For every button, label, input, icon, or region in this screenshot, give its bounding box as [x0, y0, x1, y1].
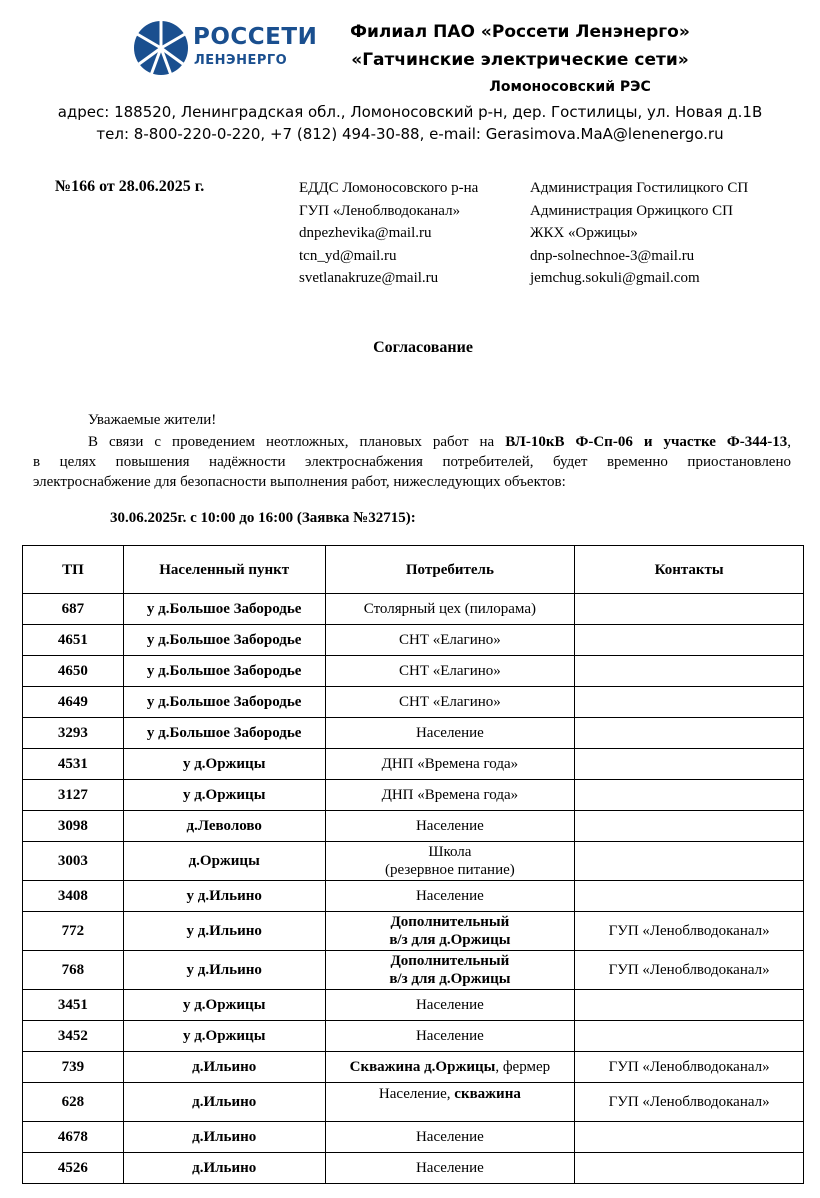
table-row [23, 687, 804, 718]
cell-tp [23, 687, 124, 718]
table-row [23, 1021, 804, 1052]
header-network: «Гатчинские электрические сети» [351, 50, 689, 70]
place-name: у д.Большое Забородье [146, 725, 302, 741]
cell-consumer [325, 625, 575, 656]
recipient: Администрация Гостилицкого СП [530, 180, 749, 196]
cell-tp [23, 990, 124, 1021]
cell-contact [575, 687, 804, 718]
body-paragraph [33, 432, 791, 492]
cell-consumer [325, 1153, 575, 1184]
outage-table [22, 545, 804, 1184]
cell-contact [575, 951, 804, 990]
consumer-name: Дополнительный [390, 914, 510, 930]
consumer-name: Население [415, 818, 484, 834]
cell-consumer [325, 811, 575, 842]
schedule: 30.06.2025г. с 10:00 до 16:00 (Заявка №32715): [110, 510, 416, 526]
tp-number: 4649 [57, 694, 88, 710]
tp-number: 739 [61, 1059, 85, 1075]
contact-name: ГУП «Леноблводоканал» [608, 1059, 770, 1075]
tp-number: 4526 [57, 1160, 88, 1176]
para-start: В связи с проведением неотложных, плановых работ на [88, 434, 506, 450]
recipient: ЕДДС Ломоносовского р-на [299, 180, 479, 196]
cell-place [123, 594, 325, 625]
cell-contact [575, 1021, 804, 1052]
cell-tp [23, 1153, 124, 1184]
cell-consumer [325, 656, 575, 687]
cell-place [123, 811, 325, 842]
cell-place [123, 749, 325, 780]
header-res: Ломоносовский РЭС [489, 79, 651, 95]
consumer-detail: (резервное питание) [384, 862, 515, 878]
cell-tp [23, 881, 124, 912]
cell-tp [23, 842, 124, 881]
consumer-name: Столярный цех (пилорама) [363, 601, 536, 617]
consumer-detail: в/з для д.Оржицы [389, 971, 511, 987]
tp-number: 3408 [57, 888, 88, 904]
table-row [23, 1083, 804, 1122]
cell-consumer [325, 780, 575, 811]
consumer-detail: в/з для д.Оржицы [389, 932, 511, 948]
table-row [23, 842, 804, 881]
cell-contact [575, 1122, 804, 1153]
tp-number: 4650 [57, 663, 88, 679]
cell-consumer [325, 1122, 575, 1153]
cell-tp [23, 912, 124, 951]
cell-place [123, 687, 325, 718]
cell-contact [575, 625, 804, 656]
consumer-name: Дополнительный [390, 953, 510, 969]
header-contacts: Контакты [575, 546, 804, 594]
table-row [23, 951, 804, 990]
tp-number: 3098 [57, 818, 88, 834]
consumer-name: СНТ «Елагино» [399, 694, 501, 710]
recipient-email: dnpezhevika@mail.ru [299, 225, 432, 241]
place-name: у д.Большое Забородье [146, 663, 302, 679]
header-tp: ТП [23, 546, 124, 594]
cell-tp [23, 1122, 124, 1153]
cell-consumer [325, 842, 575, 881]
recipients-right [530, 177, 748, 290]
place-name: у д.Ильино [186, 888, 262, 904]
place-name: у д.Большое Забородье [146, 601, 302, 617]
place-name: у д.Оржицы [182, 1028, 266, 1044]
tp-number: 3452 [57, 1028, 88, 1044]
cell-contact [575, 1153, 804, 1184]
cell-consumer [325, 687, 575, 718]
cell-consumer [325, 594, 575, 625]
cell-consumer [325, 749, 575, 780]
cell-contact [575, 912, 804, 951]
cell-tp [23, 1021, 124, 1052]
table-row [23, 656, 804, 687]
place-name: у д.Ильино [186, 962, 262, 978]
place-name: у д.Ильино [186, 923, 262, 939]
contact-name: ГУП «Леноблводоканал» [608, 923, 770, 939]
header-address: адрес: 188520, Ленинградская обл., Ломоносовский р-н, дер. Гостилицы, ул. Новая д.1В [57, 103, 763, 121]
cell-consumer [325, 951, 575, 990]
tp-number: 4651 [57, 632, 88, 648]
table-row [23, 749, 804, 780]
cell-consumer [325, 718, 575, 749]
cell-contact [575, 656, 804, 687]
greeting: Уважаемые жители! [88, 412, 217, 428]
tp-number: 768 [61, 962, 85, 978]
cell-tp [23, 811, 124, 842]
table-row [23, 881, 804, 912]
cell-place [123, 1122, 325, 1153]
table-row [23, 780, 804, 811]
place-name: д.Ильино [192, 1129, 257, 1145]
cell-place [123, 912, 325, 951]
consumer-name: ДНП «Времена года» [381, 756, 519, 772]
cell-tp [23, 1052, 124, 1083]
letter-number: №166 от 28.06.2025 г. [55, 178, 205, 195]
tp-number: 4531 [57, 756, 88, 772]
cell-place [123, 1021, 325, 1052]
place-name: у д.Оржицы [182, 997, 266, 1013]
place-name: д.Ильино [192, 1059, 257, 1075]
recipient: Администрация Оржицкого СП [530, 202, 733, 219]
consumer-name: Население [415, 997, 484, 1013]
tp-number: 3127 [57, 787, 88, 803]
recipient-email: dnp-solnechnoe-3@mail.ru [530, 247, 695, 264]
consumer-name: Население [415, 1160, 484, 1176]
cell-place [123, 1153, 325, 1184]
para-line-name: ВЛ-10кВ Ф-Сп-06 и участке Ф-344-13 [505, 434, 788, 450]
consumer-name: Население [415, 1028, 484, 1044]
cell-tp [23, 1083, 124, 1122]
table-header-row [23, 546, 804, 594]
place-name: у д.Большое Забородье [146, 694, 302, 710]
place-name: д.Оржицы [188, 853, 260, 869]
header-branch: Филиал ПАО «Россети Ленэнерго» [350, 22, 690, 42]
cell-place [123, 842, 325, 881]
place-name: д.Ильино [192, 1094, 257, 1110]
logo-name-line2: ЛЕНЭНЕРГО [194, 53, 288, 68]
place-name: у д.Большое Забородье [146, 632, 302, 648]
recipient-email: svetlanakruze@mail.ru [299, 270, 439, 286]
consumer-name: Население [415, 888, 484, 904]
document-title: Согласование [373, 339, 473, 356]
table-row [23, 1122, 804, 1153]
cell-tp [23, 656, 124, 687]
cell-place [123, 1083, 325, 1122]
header-contacts: тел: 8-800-220-0-220, +7 (812) 494-30-88, e-mail: Gerasimova.MaA@lenenergo.ru [96, 125, 724, 143]
cell-tp [23, 749, 124, 780]
cell-consumer [325, 1083, 575, 1122]
consumer-name: Население [415, 1129, 484, 1145]
tp-number: 4678 [57, 1129, 88, 1145]
place-name: у д.Оржицы [182, 756, 266, 772]
contact-name: ГУП «Леноблводоканал» [608, 962, 770, 978]
cell-tp [23, 780, 124, 811]
logo-name-line1: РОССЕТИ [193, 24, 318, 50]
table-row [23, 990, 804, 1021]
place-name: д.Леволово [186, 818, 262, 834]
place-name: у д.Оржицы [182, 787, 266, 803]
cell-place [123, 1052, 325, 1083]
cell-place [123, 625, 325, 656]
contact-name: ГУП «Леноблводоканал» [608, 1094, 770, 1110]
table-row [23, 1052, 804, 1083]
cell-place [123, 780, 325, 811]
consumer-suffix: , фермер [495, 1059, 551, 1075]
cell-contact [575, 780, 804, 811]
tp-number: 3003 [57, 853, 88, 869]
table-row [23, 594, 804, 625]
consumer-suffix: скважина [454, 1086, 521, 1102]
table-row [23, 718, 804, 749]
place-name: д.Ильино [192, 1160, 257, 1176]
recipient-email: tcn_yd@mail.ru [299, 247, 397, 264]
consumer-name: Скважина д.Оржицы [349, 1059, 496, 1075]
cell-contact [575, 811, 804, 842]
recipient-email: jemchug.sokuli@gmail.com [530, 270, 700, 286]
cell-contact [575, 594, 804, 625]
table-row [23, 1153, 804, 1184]
cell-tp [23, 718, 124, 749]
cell-place [123, 990, 325, 1021]
cell-consumer [325, 1052, 575, 1083]
cell-place [123, 718, 325, 749]
tp-number: 687 [61, 601, 85, 617]
cell-tp [23, 625, 124, 656]
table-body [23, 594, 804, 1184]
cell-contact [575, 718, 804, 749]
consumer-name: СНТ «Елагино» [399, 632, 501, 648]
cell-place [123, 951, 325, 990]
rosseti-emblem-icon [133, 18, 189, 80]
company-logo [133, 18, 318, 80]
cell-contact [575, 1083, 804, 1122]
consumer-name: СНТ «Елагино» [399, 663, 501, 679]
cell-place [123, 656, 325, 687]
cell-contact [575, 881, 804, 912]
table-row [23, 811, 804, 842]
header-place: Населенный пункт [123, 546, 325, 594]
recipient: ЖКХ «Оржицы» [530, 225, 638, 241]
cell-consumer [325, 881, 575, 912]
cell-contact [575, 990, 804, 1021]
cell-consumer [325, 1021, 575, 1052]
cell-tp [23, 594, 124, 625]
table-row [23, 625, 804, 656]
cell-consumer [325, 912, 575, 951]
cell-contact [575, 1052, 804, 1083]
para-comma: , [787, 434, 791, 450]
recipient: ГУП «Леноблводоканал» [299, 202, 461, 219]
tp-number: 3293 [57, 725, 88, 741]
cell-contact [575, 842, 804, 881]
consumer-name: ДНП «Времена года» [381, 787, 519, 803]
recipients-left [299, 177, 478, 290]
cell-consumer [325, 990, 575, 1021]
cell-tp [23, 951, 124, 990]
consumer-name: Население, [378, 1086, 455, 1102]
consumer-name: Школа [428, 844, 472, 860]
header-consumer: Потребитель [325, 546, 575, 594]
tp-number: 772 [61, 923, 85, 939]
cell-contact [575, 749, 804, 780]
para-line2: в целях повышения надёжности электроснабжения потребителей, будет временно приостановлено [33, 454, 791, 470]
tp-number: 3451 [57, 997, 88, 1013]
tp-number: 628 [61, 1094, 85, 1110]
consumer-name: Население [415, 725, 484, 741]
para-line3: электроснабжение для безопасности выполнения работ, нижеследующих объектов: [33, 474, 566, 490]
cell-place [123, 881, 325, 912]
table-row [23, 912, 804, 951]
